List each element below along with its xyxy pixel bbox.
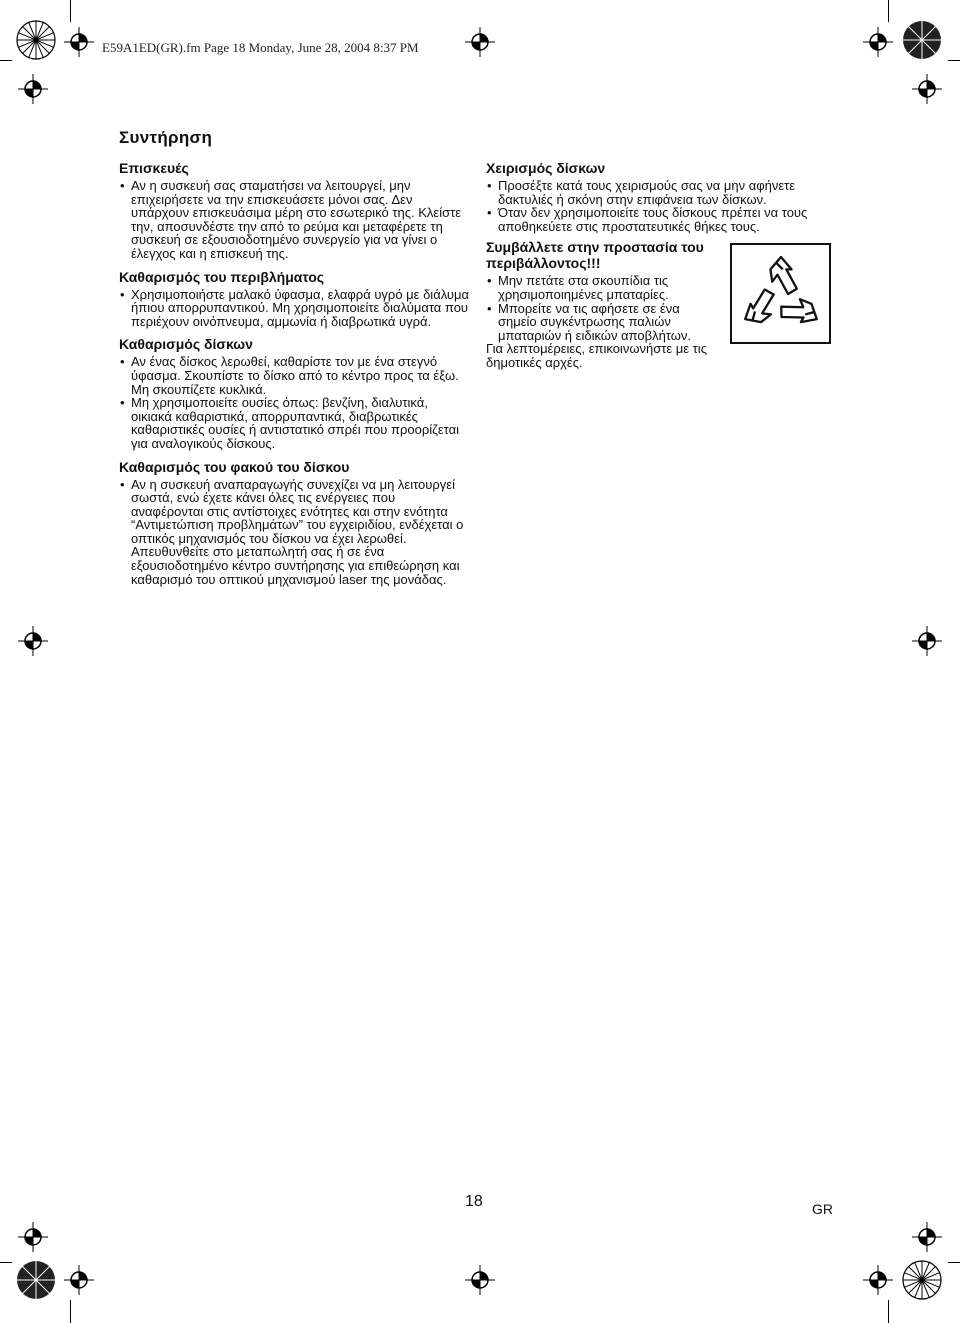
bullet-item: • Μπορείτε να τις αφήσετε σε ένα σημείο συγκέντρωσης παλιών μπαταριών ή ειδικών αποβλήτων. [486, 302, 716, 343]
section-heading: Χειρισμός δίσκων [486, 160, 606, 176]
crop-mark [948, 60, 960, 61]
section-disc-cleaning [119, 336, 469, 450]
crop-mark [888, 1300, 889, 1323]
bullet-item: • Μην πετάτε στα σκουπίδια τις χρησιμοποιημένες μπαταρίες. [486, 274, 716, 301]
bullet-item: • Προσέξτε κατά τους χειρισμούς σας να μην αφήνετε δακτυλιές ή σκόνη στην επιφάνεια των δίσκων. [486, 179, 836, 206]
crosshair-mark-icon [863, 27, 893, 57]
section-lens-cleaning [119, 459, 469, 587]
file-info-header: E59A1ED(GR).fm Page 18 Monday, June 28, 2004 8:37 PM [102, 40, 419, 55]
crop-mark [0, 1262, 12, 1263]
crosshair-mark-icon [18, 626, 48, 656]
section-heading: Καθαρισμός του περιβλήματος [119, 268, 325, 285]
recycle-icon [737, 250, 825, 338]
environment-text [486, 239, 716, 369]
page-number: 18 [465, 1193, 483, 1210]
crop-mark [70, 1300, 71, 1323]
bullet-list [119, 288, 469, 329]
bullet-item: • Όταν δεν χρησιμοποιείτε τους δίσκους πρέπει να τους αποθηκεύετε στις προστατευτικές θήκες τους. [486, 206, 836, 233]
environment-note: Για λεπτομέρειες, επικοινωνήστε με τις δημοτικές αρχές. [486, 341, 707, 370]
bullet-item: • Μη χρησιμοποιείτε ουσίες όπως: βενζίνη, διαλυτικά, οικιακά καθαριστικά, απορρυπαντικά, διαβρωτικές καθαριστικές ουσίες ή αντιστατικό σπρέι που προορίζεται για αναλογικούς δίσκους. [119, 396, 469, 450]
bullet-item: • Αν η συσκευή σας σταματήσει να λειτουργεί, μην επιχειρήσετε να την επισκευάσετε μόνοι σας. Δεν υπάρχουν επισκευάσιμα μέρη στο εσωτερικό της. Κλείστε την, αποσυνδέστε την από το ρεύμα και μεταφέρετε τη συσκευή σε εξουσιοδοτημένο συνεργείο για να γίνει ο έλεγχος και η επισκευή της. [119, 179, 469, 261]
bullet-list [119, 355, 469, 450]
crosshair-mark-icon [64, 1265, 94, 1295]
crosshair-mark-icon [18, 1222, 48, 1252]
starburst-registration-mark-icon [900, 18, 944, 62]
crosshair-mark-icon [64, 27, 94, 57]
bullet-item: • Αν η συσκευή αναπαραγωγής συνεχίζει να μη λειτουργεί σωστά, ενώ έχετε κάνει όλες τις ενέργειες που αναφέρονται στις αντίστοιχες ενότητες και στην ενότητα “Αντιμετώπιση προβλημάτων” του εγχειριδίου, ενδέχεται ο οπτικός μηχανισμός του δίσκου να έχει λερωθεί. Απευθυνθείτε στο μεταπωλητή σας ή σε ένα εξουσιοδοτημένο κέντρο συντήρησης για επιθεώρηση και καθαρισμό του οπτικού μηχανισμού laser της μονάδας. [119, 478, 469, 587]
section-cabinet-cleaning [119, 269, 469, 329]
section-heading: Συμβάλλετε στην προστασία του περιβάλλοντος!!! [486, 239, 704, 272]
crosshair-mark-icon [912, 1222, 942, 1252]
recycle-logo-box [730, 243, 831, 344]
bullet-item: • Χρησιμοποιήστε μαλακό ύφασμα, ελαφρά υγρό με διάλυμα ήπιου απορρυπαντικού. Μη χρησιμοποιείτε διαλύματα που περιέχουν οινόπνευμα, αμμωνία ή διαβρωτικά υγρά. [119, 288, 469, 329]
section-environment [486, 239, 836, 369]
section-heading: Επισκευές [119, 160, 189, 176]
starburst-registration-mark-icon [900, 1258, 944, 1302]
section-repairs [119, 160, 469, 261]
crop-mark [70, 0, 71, 22]
crosshair-mark-icon [912, 626, 942, 656]
section-disc-handling [486, 160, 836, 233]
crosshair-mark-icon [18, 74, 48, 104]
bullet-list [119, 478, 469, 587]
section-heading: Καθαρισμός του φακού του δίσκου [119, 458, 350, 475]
crosshair-mark-icon [912, 74, 942, 104]
crop-mark [948, 1262, 960, 1263]
page-title: Συντήρηση [119, 128, 213, 147]
bullet-list [486, 179, 836, 233]
starburst-registration-mark-icon [14, 18, 58, 62]
crosshair-mark-icon [863, 1265, 893, 1295]
language-code: GR [812, 1201, 833, 1217]
crop-mark [0, 60, 12, 61]
left-column [119, 160, 469, 586]
crosshair-mark-icon [465, 1265, 495, 1295]
bullet-item: • Αν ένας δίσκος λερωθεί, καθαρίστε τον με ένα στεγνό ύφασμα. Σκουπίστε το δίσκο από το κέντρο προς τα έξω. Μη σκουπίζετε κυκλικά. [119, 355, 469, 396]
starburst-registration-mark-icon [14, 1258, 58, 1302]
bullet-list [119, 179, 469, 261]
bullet-list [486, 274, 716, 342]
right-column [486, 160, 836, 370]
crosshair-mark-icon [465, 27, 495, 57]
section-heading: Καθαρισμός δίσκων [119, 336, 253, 353]
crop-mark [888, 0, 889, 22]
